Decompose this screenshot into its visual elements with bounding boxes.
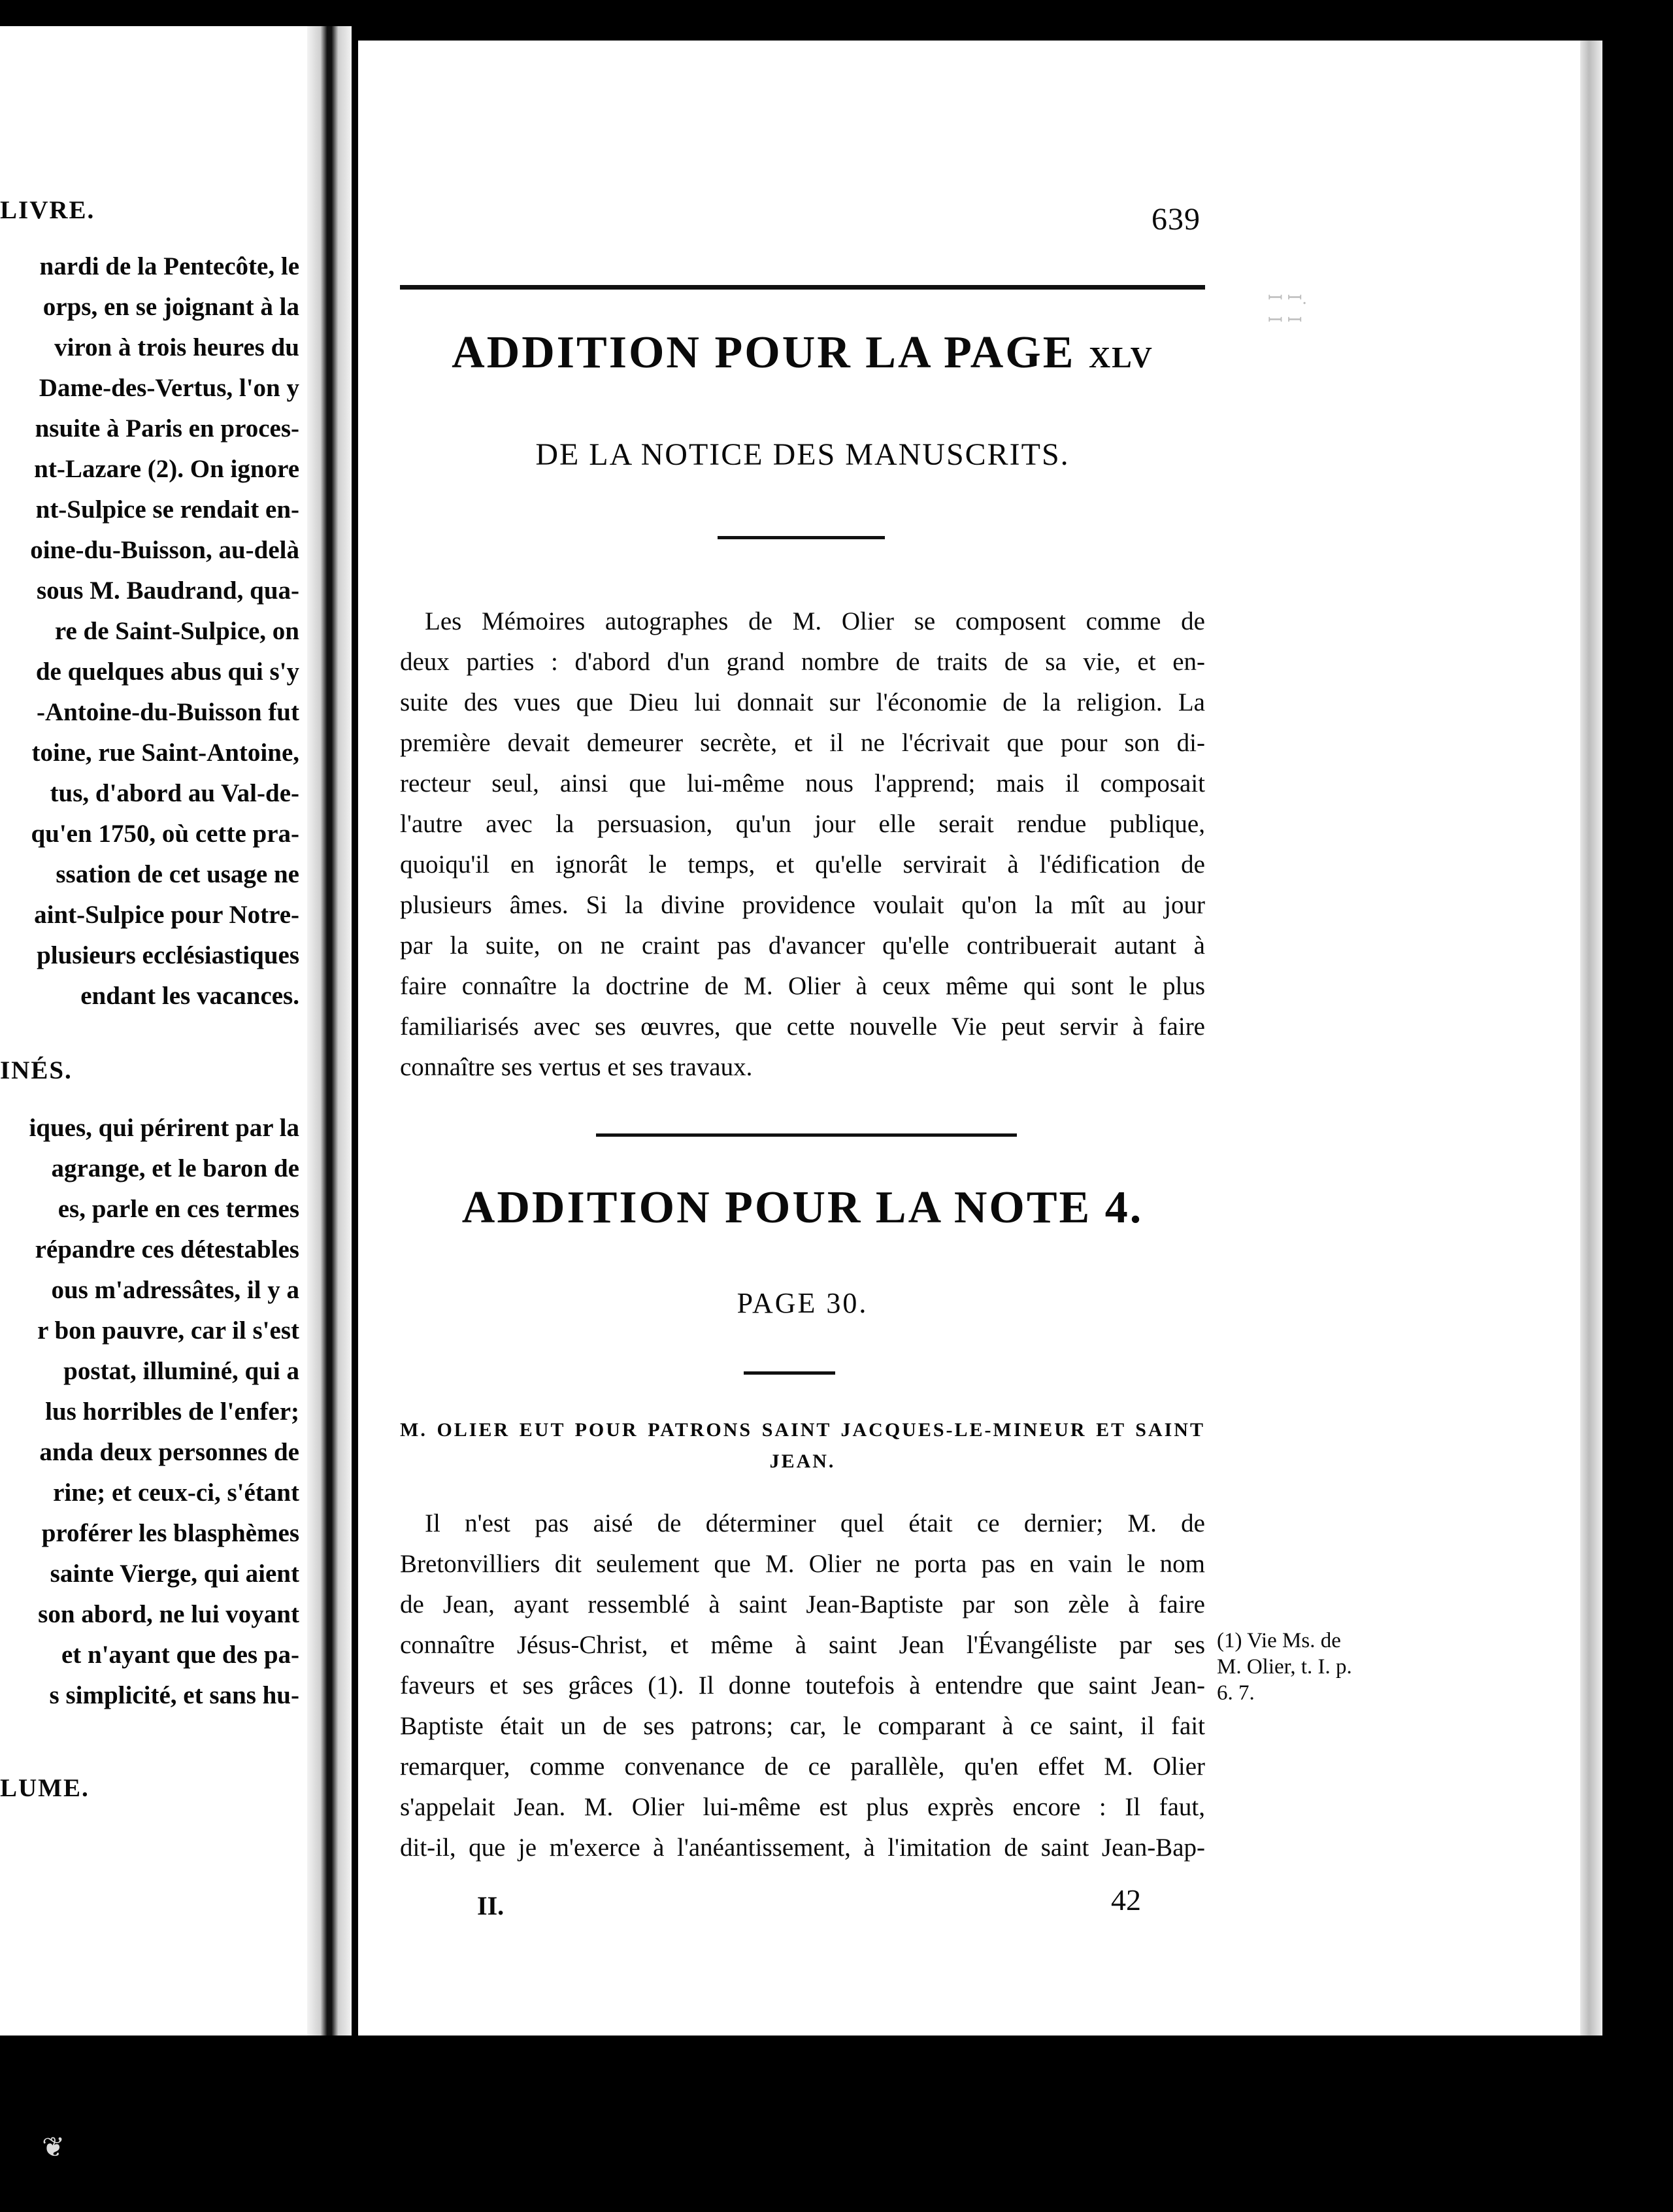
left-page-line: sous M. Baudrand, qua-	[36, 577, 299, 605]
left-page-line: plusieurs ecclésiastiques	[37, 941, 299, 969]
section-a-paragraph	[400, 601, 1205, 1088]
footnote-line: M. Olier, t. I. p.	[1217, 1655, 1352, 1679]
section-b-heading-line: JEAN.	[769, 1450, 836, 1472]
left-page-line: LIVRE.	[0, 196, 95, 224]
left-page-line: LUME.	[0, 1774, 90, 1802]
left-page-line: viron à trois heures du	[54, 333, 299, 361]
left-page-line: répandre ces détestables	[35, 1235, 299, 1264]
left-page-line: re de Saint-Sulpice, on	[54, 617, 299, 645]
left-page-line: nt-Sulpice se rendait en-	[35, 495, 299, 524]
left-page-line: s simplicité, et sans hu-	[49, 1681, 299, 1709]
left-page-line: postat, illuminé, qui a	[63, 1357, 299, 1385]
folio-number: 42	[1111, 1883, 1141, 1917]
paragraph-line: connaître ses vertus et ses travaux.	[400, 1053, 753, 1081]
left-page	[0, 26, 307, 2036]
left-page-line: iques, qui périrent par la	[29, 1114, 299, 1142]
section-b-paragraph	[400, 1503, 1205, 1868]
page-number: 639	[1151, 202, 1201, 237]
paragraph-line: connaître Jésus-Christ, et même à saint Jean l'Évangéliste par ses	[400, 1631, 1205, 1659]
left-page-line: nsuite à Paris en proces-	[35, 414, 299, 443]
section-b-title: ADDITION POUR LA NOTE 4.	[461, 1182, 1144, 1233]
section-b-heading	[400, 1415, 1205, 1477]
show-through-text: ꟷ ꟷ. ꟷ ꟷ	[1268, 288, 1307, 331]
paragraph-line: l'autre avec la persuasion, qu'un jour elle serait rendue publique,	[400, 810, 1205, 838]
left-page-line: proférer les blasphèmes	[41, 1519, 299, 1547]
paragraph-line: Bretonvilliers dit seulement que M. Olier ne porta pas en vain le nom	[400, 1550, 1205, 1578]
signature-mark: II.	[477, 1891, 505, 1920]
left-page-line: es, parle en ces termes	[58, 1195, 299, 1223]
paragraph-line: Il n'est pas aisé de déterminer quel était ce dernier; M. de	[425, 1509, 1205, 1537]
left-page-line: de quelques abus qui s'y	[35, 658, 299, 686]
section-b-rule	[744, 1371, 835, 1375]
paragraph-line: remarquer, comme convenance de ce parallèle, qu'en effet M. Olier	[400, 1752, 1205, 1781]
paragraph-line: deux parties : d'abord d'un grand nombre de traits de sa vie, et en-	[400, 648, 1205, 676]
section-separator-rule	[596, 1133, 1017, 1137]
footnote-line: (1) Vie Ms. de	[1217, 1629, 1341, 1652]
paragraph-line: quoiqu'il en ignorât le temps, et qu'elle servirait à l'édification de	[400, 850, 1205, 879]
margin-footnote	[1217, 1628, 1413, 1706]
left-page-line: son abord, ne lui voyant	[38, 1600, 299, 1628]
section-a-title-text: ADDITION POUR LA PAGE	[452, 327, 1076, 378]
header-rule	[400, 285, 1205, 290]
left-page-line: agrange, et le baron de	[51, 1154, 299, 1182]
left-page-line: nardi de la Pentecôte, le	[39, 252, 299, 280]
left-page-line: INÉS.	[0, 1056, 73, 1084]
paragraph-line: suite des vues que Dieu lui donnait sur l'économie de la religion. La	[400, 688, 1205, 716]
paragraph-line: recteur seul, ainsi que lui-même nous l'apprend; mais il composait	[400, 769, 1205, 797]
section-b-subtitle: PAGE 30.	[737, 1287, 869, 1319]
left-page-line: nt-Lazare (2). On ignore	[34, 455, 299, 483]
paragraph-line: familiarisés avec ses œuvres, que cette nouvelle Vie peut servir à faire	[400, 1013, 1205, 1041]
left-page-line: rine; et ceux-ci, s'étant	[53, 1479, 299, 1507]
paragraph-line: s'appelait Jean. M. Olier lui-même est plus exprès encore : Il faut,	[400, 1793, 1205, 1821]
left-page-line: anda deux personnes de	[39, 1438, 299, 1466]
left-page-line: ous m'adressâtes, il y a	[51, 1276, 299, 1304]
left-page-line: Dame-des-Vertus, l'on y	[39, 374, 299, 402]
paragraph-line: de Jean, ayant ressemblé à saint Jean-Baptiste par son zèle à faire	[400, 1590, 1205, 1618]
paragraph-line: première devait demeurer secrète, et il ne l'écrivait que pour son di-	[400, 729, 1205, 757]
left-page-line: r bon pauvre, car il s'est	[37, 1316, 299, 1345]
paragraph-line: Les Mémoires autographes de M. Olier se composent comme de	[425, 607, 1205, 635]
section-a-rule	[718, 536, 885, 539]
left-page-line: qu'en 1750, où cette pra-	[31, 820, 299, 848]
left-page-line: orps, en se joignant à la	[42, 293, 299, 321]
section-b-heading-line: M. OLIER EUT POUR PATRONS SAINT JACQUES-LE-MINEUR ET SAINT	[400, 1419, 1205, 1441]
paragraph-line: Baptiste était un de ses patrons; car, le comparant à ce saint, il fait	[400, 1712, 1205, 1740]
left-page-line: oine-du-Buisson, au-delà	[30, 536, 299, 564]
section-a-subtitle: DE LA NOTICE DES MANUSCRITS.	[535, 437, 1070, 472]
paragraph-line: plusieurs âmes. Si la divine providence voulait qu'on la mît au jour	[400, 891, 1205, 919]
book-gutter	[307, 26, 352, 2036]
left-page-line: tus, d'abord au Val-de-	[50, 779, 299, 807]
left-page-line: toine, rue Saint-Antoine,	[31, 739, 299, 767]
paragraph-line: par la suite, on ne craint pas d'avancer qu'elle contribuerait autant à	[400, 931, 1205, 960]
left-page-line: ssation de cet usage ne	[56, 860, 299, 888]
paragraph-line: faire connaître la doctrine de M. Olier à ceux même qui sont le plus	[400, 972, 1205, 1000]
left-page-line: et n'ayant que des pa-	[61, 1641, 299, 1669]
left-page-line: sainte Vierge, qui aient	[50, 1560, 299, 1588]
left-page-line: aint-Sulpice pour Notre-	[34, 901, 299, 929]
paragraph-line: dit-il, que je m'exerce à l'anéantissement, à l'imitation de saint Jean-Bap-	[400, 1834, 1205, 1862]
ornament-icon: ❦	[42, 2133, 65, 2163]
footnote-line: 6. 7.	[1217, 1681, 1255, 1705]
paragraph-line: faveurs et ses grâces (1). Il donne toutefois à entendre que saint Jean-	[400, 1671, 1205, 1700]
left-page-line: lus horribles de l'enfer;	[45, 1398, 299, 1426]
section-a-title	[400, 327, 1205, 379]
scan-bottom-strip	[0, 2036, 1673, 2212]
section-a-title-roman: XLV	[1088, 341, 1153, 374]
page-edge	[1580, 41, 1602, 2041]
left-page-line: -Antoine-du-Buisson fut	[36, 698, 299, 726]
left-page-line: endant les vacances.	[80, 982, 299, 1010]
